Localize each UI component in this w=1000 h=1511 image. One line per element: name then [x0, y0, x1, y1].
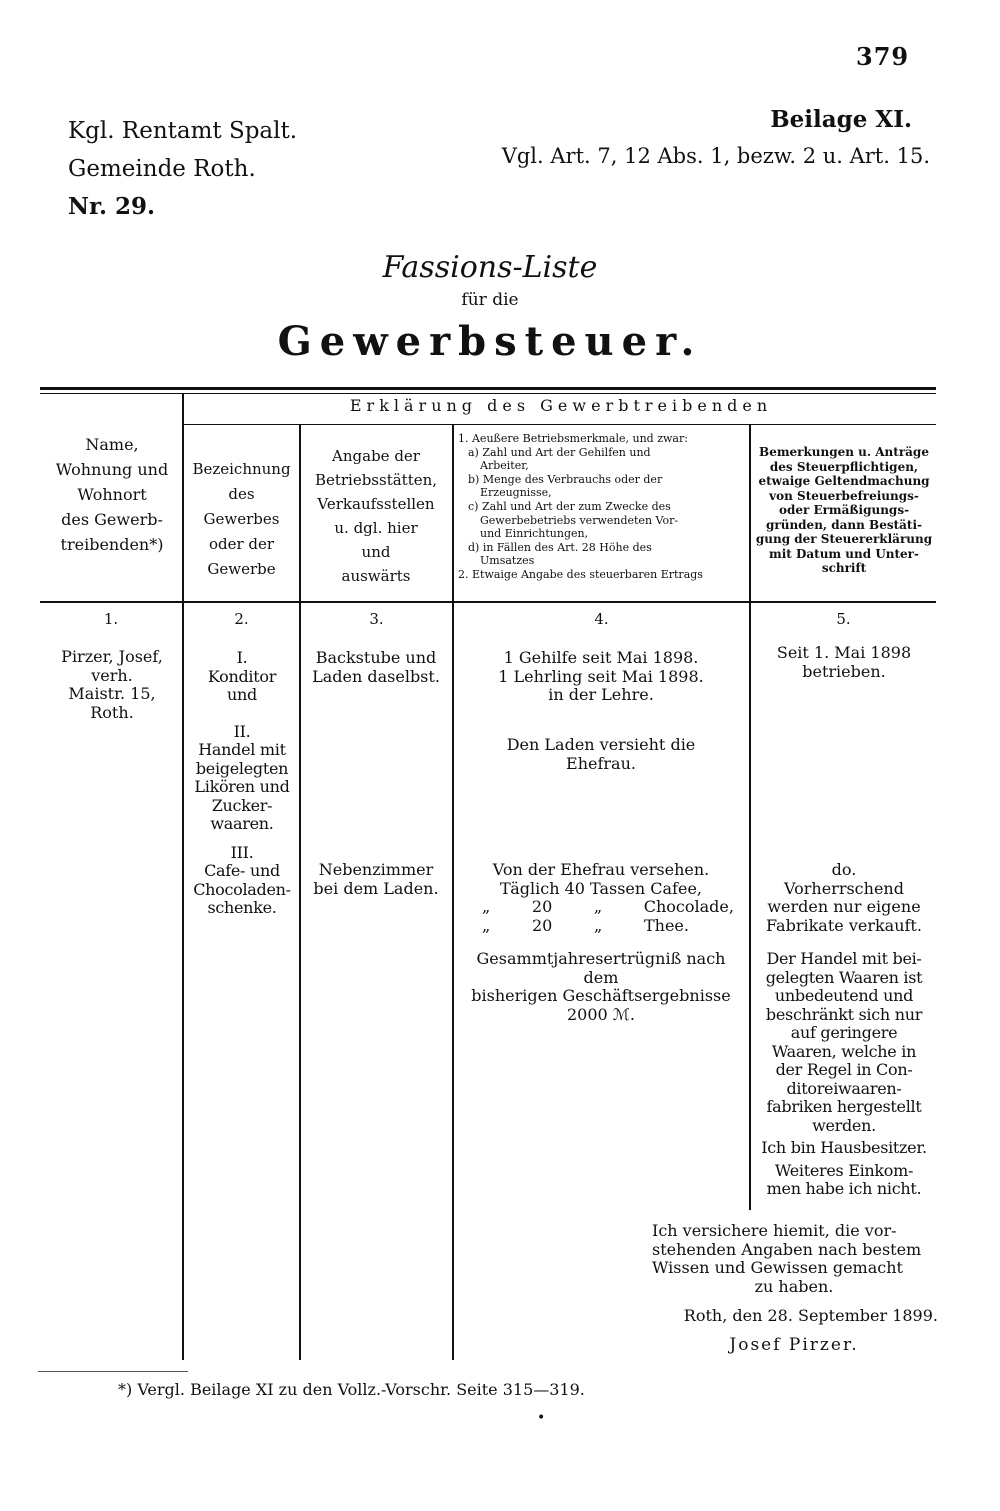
place-and-date: Roth, den 28. September 1899.: [683, 1306, 938, 1325]
trade-line: III.: [230, 842, 254, 862]
taxpayer-line: Roth.: [90, 702, 134, 722]
col4-header-line: Arbeiter,: [480, 459, 529, 473]
column-divider-2: [299, 425, 301, 1360]
business-details-2: [456, 736, 746, 773]
col5-header-line: von Steuerbefreiungs-: [769, 488, 919, 503]
document-subtitle: für die: [461, 290, 519, 310]
col1-header-line: Name,: [85, 435, 139, 454]
document-main-title: Gewerbsteuer.: [277, 318, 703, 365]
municipality-name: Gemeinde Roth.: [68, 156, 256, 182]
remarks-line: betrieben.: [802, 661, 886, 681]
ditto-mark: „: [482, 897, 491, 916]
col3-header-line: Betriebsstätten,: [314, 471, 438, 489]
remarks-line: werden.: [812, 1115, 876, 1135]
column-number: 5.: [836, 610, 851, 628]
ditto-mark: „: [593, 897, 603, 916]
col2-header-line: Gewerbes: [203, 510, 280, 528]
details-line: 1 Lehrling seit Mai 1898.: [498, 666, 704, 686]
col5-header-line: des Steuerpflichtigen,: [769, 459, 919, 474]
details-line: Den Laden versieht die: [506, 735, 696, 754]
col2-header-line: des: [228, 485, 255, 503]
trade-line: Cafe- und: [204, 861, 280, 880]
ditto-mark: „: [482, 915, 491, 935]
affirmation: [652, 1222, 936, 1296]
column-number: 2.: [234, 610, 249, 628]
quantity: 20: [531, 915, 553, 935]
legal-reference: Vgl. Art. 7, 12 Abs. 1, bezw. 2 u. Art. 15.: [501, 144, 930, 168]
remarks-line: ditoreiwaaren-: [786, 1078, 902, 1098]
group-header: Erklärung des Gewerbtreibenden: [349, 396, 773, 415]
table-top-rule-thin: [40, 393, 936, 394]
col3-header-line: und: [361, 543, 391, 561]
affirmation-line: Wissen und Gewissen gemacht: [652, 1258, 903, 1277]
col4-header-line: b) Menge des Verbrauchs oder der: [468, 472, 663, 486]
item: Thee.: [643, 915, 689, 935]
details-line: 2000 ℳ.: [567, 1004, 635, 1024]
col1-header-line: Wohnung und: [55, 460, 169, 479]
column-divider-3: [452, 425, 454, 1360]
premises-line: Laden daselbst.: [312, 666, 440, 686]
remarks-line: gelegten Waaren ist: [765, 967, 923, 987]
remarks-line: der Regel in Con-: [775, 1060, 913, 1079]
consumption-row: [456, 898, 746, 917]
details-line: in der Lehre.: [548, 685, 654, 704]
remarks-line: Ich bin Hausbesitzer.: [761, 1138, 927, 1157]
trade-cell: [186, 649, 298, 918]
col2-header: [185, 457, 298, 582]
beilage-label: Beilage XI.: [770, 106, 912, 133]
taxpayer-line: Pirzer, Josef,: [61, 647, 163, 666]
col4-header-line: c) Zahl und Art der zum Zwecke des: [468, 499, 671, 513]
premises-cell-1: [302, 649, 450, 686]
business-details-4: [456, 950, 746, 1024]
trade-line: Chocoladen-: [193, 879, 291, 899]
trade-line: II.: [233, 721, 251, 741]
affirmation-line: Ich versichere hiemit, die vor-: [652, 1221, 897, 1240]
table-top-rule-thick: [40, 387, 936, 390]
remarks-line: Weiteres Einkom-: [774, 1160, 914, 1180]
col5-header-line: mit Datum und Unter-: [769, 546, 919, 561]
remarks-cell-1: [752, 644, 936, 681]
affirmation-line: stehenden Angaben nach bestem: [652, 1239, 922, 1259]
col5-header: [752, 445, 936, 576]
column-number: 1.: [103, 610, 119, 628]
col4-header-line: a) Zahl und Art der Gehilfen und: [468, 445, 651, 459]
remarks-cell-3: [752, 950, 936, 1199]
col5-header-line: schrift: [821, 561, 867, 575]
col5-header-line: etwaige Geltendmachung: [758, 474, 930, 488]
trade-line: Konditor: [207, 666, 277, 686]
col3-header-line: Angabe der: [332, 447, 420, 465]
col3-header-line: Verkaufsstellen: [317, 495, 435, 513]
col4-header-line: 1. Aeußere Betriebsmerkmale, und zwar:: [458, 432, 688, 445]
document-number: Nr. 29.: [68, 193, 156, 220]
remarks-line: Vorherrschend: [784, 878, 904, 898]
col5-header-line: Bemerkungen u. Anträge: [759, 445, 929, 459]
details-line: Gesammtjahresertrügniß nach: [476, 949, 726, 968]
taxpayer-cell: [44, 648, 180, 722]
details-line: Von der Ehefrau versehen.: [492, 860, 710, 879]
column-number: 4.: [594, 610, 609, 628]
col4-header-line: Umsatzes: [480, 554, 535, 568]
footnote-rule: [38, 1371, 188, 1372]
col5-header-line: oder Ermäßigungs-: [778, 503, 910, 517]
details-line: 1 Gehilfe seit Mai 1898.: [503, 648, 699, 667]
details-line: bisherigen Geschäftsergebnisse: [471, 986, 731, 1005]
col1-header-line: treibenden*): [60, 535, 164, 554]
col4-header-line: und Einrichtungen,: [480, 527, 589, 541]
col4-header: [458, 432, 748, 582]
trade-line: Handel mit: [198, 740, 286, 759]
col5-header-line: gung der Steuererklärung: [755, 532, 933, 546]
document-title: Fassions-Liste: [382, 250, 598, 285]
remarks-line: unbedeutend und: [774, 986, 914, 1005]
header-bottom-rule: [40, 601, 936, 603]
col1-header-line: des Gewerb-: [61, 510, 163, 529]
col3-header-line: auswärts: [341, 567, 411, 585]
col3-header-line: u. dgl. hier: [334, 519, 418, 537]
remarks-line: Waaren, welche in: [771, 1041, 917, 1061]
trade-line: I.: [236, 648, 248, 667]
page-mark: •: [537, 1410, 546, 1426]
remarks-line: Fabrikate verkauft.: [766, 915, 922, 935]
trade-line: beigelegten: [195, 758, 289, 778]
taxpayer-line: Maistr. 15,: [68, 684, 156, 703]
remarks-line: men habe ich nicht.: [766, 1179, 922, 1198]
affirmation-line: zu haben.: [754, 1276, 834, 1296]
premises-cell-3: [302, 861, 450, 898]
premises-line: bei dem Laden.: [313, 878, 439, 898]
group-header-rule: [184, 424, 936, 425]
remarks-line: do.: [831, 860, 857, 879]
remarks-line: auf geringere: [790, 1023, 898, 1042]
col4-header-line: 2. Etwaige Angabe des steuerbaren Ertrags: [458, 567, 703, 581]
column-divider-1: [182, 393, 184, 1360]
col3-header: [302, 444, 450, 588]
col4-header-line: d) in Fällen des Art. 28 Höhe des: [468, 540, 652, 554]
trade-line: Zucker-: [211, 795, 273, 815]
remarks-cell-2: [752, 861, 936, 935]
details-line: Ehefrau.: [566, 753, 636, 773]
taxpayer-line: verh.: [91, 665, 133, 685]
remarks-line: beschränkt sich nur: [765, 1004, 923, 1024]
col2-header-line: Bezeichnung: [192, 460, 291, 478]
trade-line: waaren.: [210, 814, 274, 833]
header-left: [68, 112, 297, 226]
col4-header-line: Gewerbebetriebs verwendeten Vor-: [480, 513, 679, 527]
remarks-line: fabriken hergestellt: [766, 1097, 922, 1116]
column-number: 3.: [369, 610, 384, 628]
premises-line: Backstube und: [315, 648, 437, 667]
col4-header-line: Erzeugnisse,: [480, 486, 552, 500]
details-line: dem: [583, 967, 619, 987]
business-details-1: [456, 649, 746, 705]
column-divider-4: [749, 425, 751, 1210]
trade-line: und: [227, 685, 257, 704]
col1-header-line: Wohnort: [77, 485, 147, 504]
col1-header: [44, 432, 180, 557]
col5-header-line: gründen, dann Bestäti-: [766, 517, 922, 532]
premises-line: Nebenzimmer: [318, 860, 434, 879]
office-name: Kgl. Rentamt Spalt.: [68, 118, 298, 144]
ditto-mark: „: [594, 915, 603, 935]
consumption-row: [456, 917, 746, 936]
signature: Josef Pirzer.: [729, 1335, 859, 1355]
remarks-line: Der Handel mit bei-: [766, 949, 922, 968]
footnote: *) Vergl. Beilage XI zu den Vollz.-Vorschr. Seite 315—319.: [118, 1380, 585, 1399]
trade-line: schenke.: [207, 898, 277, 917]
trade-line: Likören und: [194, 777, 290, 796]
page-number: 379: [856, 42, 910, 71]
item: Chocolade,: [643, 897, 734, 916]
col2-header-line: Gewerbe: [207, 560, 276, 578]
remarks-line: Seit 1. Mai 1898: [776, 643, 912, 662]
details-line: Täglich 40 Tassen Cafee,: [500, 878, 702, 898]
business-details-3: [456, 861, 746, 935]
col2-header-line: oder der: [208, 535, 275, 553]
remarks-line: werden nur eigene: [767, 897, 921, 916]
quantity: 20: [531, 897, 553, 916]
